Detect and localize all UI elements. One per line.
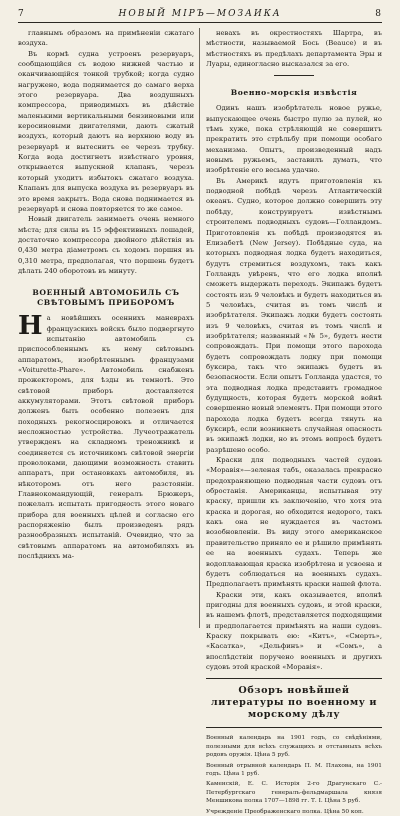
right-column	[206, 28, 382, 815]
literature-heading: Обзоръ новѣйшей литературы по военному и морскому дѣлу	[210, 685, 378, 721]
paragraph: Одинъ нашъ изобрѣтатель новое ружье, выпускающее очень быстро пулю за пулей, но тѣмъ хуже, пока стрѣляющій не совершитъ прекратить это стрѣльбу при помощи особаго механизма. Опытъ, произведенный надъ новымъ ружьемъ, заставилъ думать, что изобрѣтеніе его весьма удачно.	[206, 104, 382, 175]
left-column	[18, 28, 194, 630]
bibliography-entry: Военный календарь на 1901 годъ, со свѣдѣніями, полезными для всѣхъ служащихъ и отставныхъ всѣхъ родовъ оружія. Цѣна 5 руб.	[206, 735, 382, 759]
paragraph-text: а новѣйшихъ осеннихъ маневрахъ французскихъ войскъ было подвергнуто испытанію автомобиль съ приспособленнымъ къ нему свѣтовымъ аппаратомъ, изобрѣтеннымъ французами «Voiturette-Phare». Автомобиль снабженъ прожекторомъ, для ѣзды въ темнотѣ. Это свѣтовой приборъ доставляется аккумуляторами. Этотъ свѣтовой приборъ долженъ быть особенно полезенъ для походныхъ рекогносцировокъ и отличается несложностью устройства. Лучеотражатель утвержденъ на складномъ треножникѣ и соединяется съ источникомъ свѣтовой энергіи проволоками, дающими возможность ставить аппаратъ, при остановкахъ автомобиля, въ нѣкоторомъ отъ него разстояніи. Главнокомандующій, генералъ Брюжеръ, пожелалъ испытать пригодность этого новаго прибора для военныхъ цѣлей и согласно его распоряженію былъ произведенъ рядъ разнообразныхъ испытаній. Очевидно, что за свѣтовымъ аппаратомъ на автомобиляхъ въ послѣднихъ ма-	[18, 314, 194, 561]
article-body	[18, 313, 194, 561]
paragraph: Въ кормѣ судна устроенъ резервуаръ, сообщающійся съ водою нижней частью и оканчивающійся тонкой трубкой; когда судно нагружено, вода поднимается до самаго верха этого резервуара. Два воздушныхъ компрессора, приводимыхъ въ дѣйствіе маленькими вертикальными бензиновыми или керосиновыми двигателями, дають сжатый воздухъ, который даютъ на верхнюю воду въ резервуарѣ и вытеснитъ ее черезъ трубку. Когда вода достигнетъ извѣстнаго уровня, открывается выпускной клапанъ, черезъ который уходитъ избытокъ сжатаго воздуха. Клапанъ для выпуска воздуха въ резервуаръ въ это время закрытъ. Вода снова поднимается въ резервуарѣ и снова повторяется то же самое.	[18, 49, 194, 213]
paragraph: Краски для подводныхъ частей судовъ «Моравія»—зеленая табъ, оказалась прекрасно предохраняющею подводныя части судовъ отъ обростанія. Американцы, испытывая эту краску, пришли къ заключенію, что хотя эта краска и дорогая, но обходится недорого, такъ какъ она не нуждается въ частомъ возобновленіи. Въ виду этого американское правительство приняло ее и рѣшило примѣнять ее на военныхъ судахъ. Теперь же водоплавающая краска изобрѣтена и усвоена и будетъ соблюдаться на военныхъ судахъ. Предполагаетъ примѣнять краски нашей флота.	[206, 456, 382, 589]
running-header	[18, 6, 382, 22]
bibliography-entry: Учрежденіе Преображенскаго полка. Цѣна 50 коп.	[206, 808, 364, 815]
paragraph: Краски эти, какъ оказывается, вполнѣ пригодны для военныхъ судовъ, и этой краски, въ нашемъ флотѣ, представляется подходящими и предполагается примѣнять на наши судовъ. Краску покрывать ею: «Китъ», «Смерть», «Касатка», «Дельфинъ» и «Сомъ», а впослѣдствіи поручено военныхъ и другихъ судовъ этой краской «Моравія».	[206, 590, 382, 671]
separator	[206, 678, 382, 679]
paragraph: Въ Америкѣ идутъ приготовленія къ подводной побѣдѣ черезъ Атлантическій океанъ. Судно, которое должно совершить эту побѣду, конструируетъ извѣстнымъ строителемъ подводныхъ судовъ—Голландомъ. Приготовленія къ побѣдѣ производятся въ Елизабетѣ (New Jersey). Побѣдные суда, на которыхъ подводная лодка будетъ находиться, будутъ стремиться воздухомъ, такъ какъ Голландъ увѣренъ, что его лодка вполнѣ сможетъ выдержать переходъ. Экипажъ будетъ состоять изъ 9 человѣкъ и будетъ находиться въ 5 человѣкъ, считая въ томъ числѣ и изобрѣтателя. Экипажъ лодки будетъ состоять изъ 9 человѣкъ, считая въ томъ числѣ и изобрѣтателя; названный «№ 5», будетъ нести сопровождать. При помощи этого парохода будетъ сопровождать лодку при помощи буксира, такъ что экипажъ будетъ въ безопасности. Если опытъ Голланда удастся, то эта подводная лодка представитъ громадное будущность, которая будетъ морской войнѣ совершенно новый элементъ. При помощи этого парохода лодка будетъ всегда тянуть на буксирѣ, если возникнетъ случайная опасность въ экипажѣ лодки, но въ этомъ вопросѣ будетъ разрѣшено особо.	[206, 176, 382, 454]
drop-cap: Н	[18, 311, 43, 342]
magazine-title: НОВЫЙ МІРЪ—МОЗАИКА	[118, 9, 282, 19]
page-number-right: 8	[375, 9, 382, 19]
bibliography-list	[206, 734, 382, 816]
header-rule	[18, 22, 382, 23]
bibliography-entry: Военный отрывной календарь П. М. Плахова, на 1901 годъ. Цѣна 1 руб.	[206, 762, 382, 777]
paragraph: невахъ въ окрестностяхъ Шартра, въ мѣстности, называемой Бось (Beauce) и въ мѣстностяхъ въ предѣлахъ департамента Эры и Луары, единогласно высказался за его.	[206, 29, 382, 69]
paragraph: Новый двигатель занимаетъ очень немного мѣста; для силы въ 15 эффективныхъ лошадей, достаточно компрессора двойного дѣйствія въ 0,430 метра діаметромъ съ ходомъ поршня въ 0,310 метра, предполагая, что поршень будетъ дѣлать 240 оборотовъ въ минуту.	[18, 215, 194, 275]
section-heading: Военно-морскія извѣстія	[230, 88, 358, 98]
separator	[274, 75, 314, 76]
page-number-left: 7	[18, 9, 25, 19]
paragraph: главнымъ образомъ на примѣненіи сжатаго воздуха.	[18, 29, 194, 48]
bibliography-entry: Каменскій, Е. С. Исторія 2-го Драгунскаго С.-Петербургскаго генералъ-фельдмаршала князя Меншикова полка 1707—1898 гг. Т. I. Цѣна 5 руб.	[206, 781, 382, 805]
separator	[206, 727, 382, 728]
article-heading: ВОЕННЫЙ АВТОМОБИЛЬ СЪ СВѢТОВЫМЪ ПРИБОРОМЪ	[32, 288, 180, 308]
column-divider	[199, 28, 200, 628]
